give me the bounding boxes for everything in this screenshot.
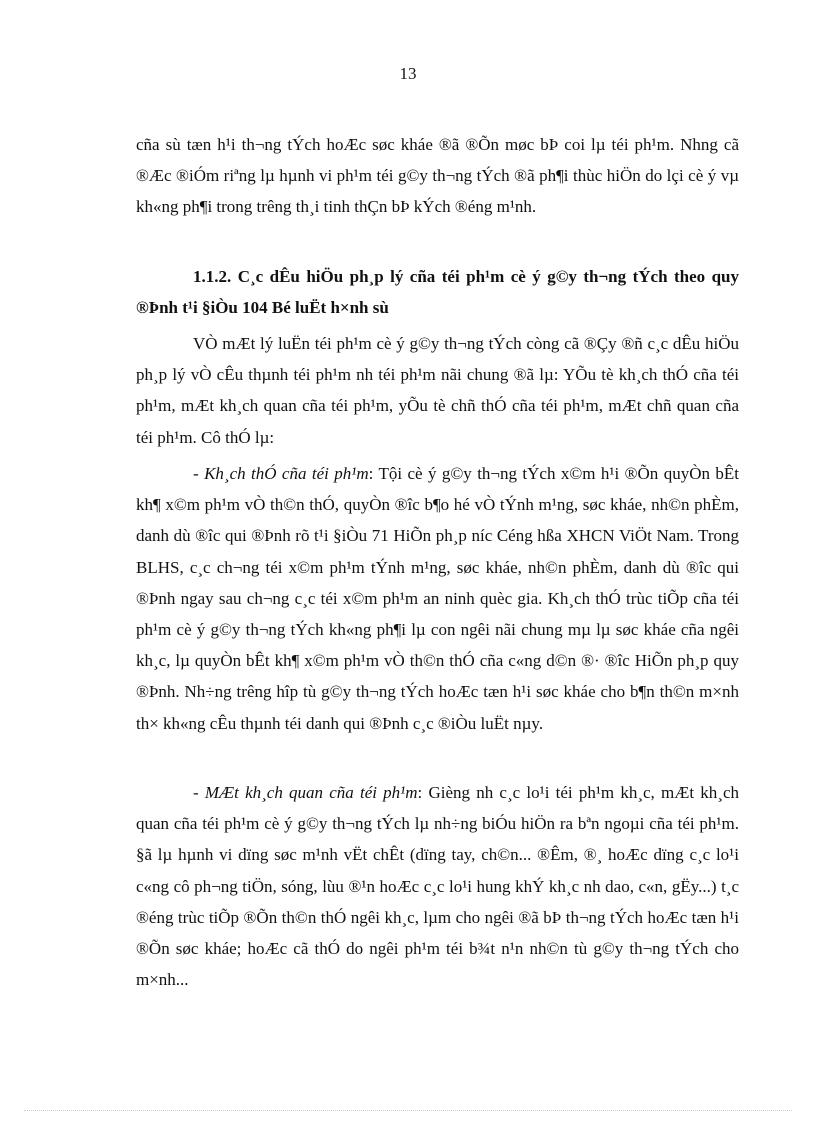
section-heading: 1.1.2. C¸c dÊu hiÖu ph¸p lý cña téi ph¹m cè ý g©y th¬ng tÝch theo quy ®Þnh t¹i §iÒu 104 Bé luËt h×nh sù [136,267,739,318]
page-number: 13 [399,64,417,83]
paragraph-body: Tội cè ý g©y th¬ng tÝch x©m h¹i ®Õn quyÒn bÊt kh¶ x©m ph¹m vÒ th©n thÓ, quyÒn ®îc b¶o hé vÒ tÝnh m¹ng, søc kháe, nh©n phÈm, danh dù ®îc qui ®Þnh rõ t¹i §iÒu 71 HiÕn ph¸p níc Céng hßa XHCN ViÖt Nam. Trong BLHS, c¸c ch¬ng téi x©m ph¹m tÝnh m¹ng, søc kháe, nh©n phÈm, danh dù ®îc qui ®Þnh ngay sau ch¬ng c¸c téi x©m ph¹m an ninh quèc gia. Kh¸ch thÓ trùc tiÕp cña téi ph¹m cè ý g©y th¬ng tÝch kh«ng ph¶i lµ con ngêi nãi chung mµ lµ søc kháe cña ngêi kh¸c, lµ quyÒn bÊt kh¶ x©m ph¹m vÒ th©n thÓ cña c«ng d©n ®· ®îc HiÕn ph¸p quy ®Þnh. Nh÷ng trêng hîp tù g©y th¬ng tÝch hoÆc tæn h¹i søc kháe cho b¶n th©n m×nh th× kh«ng cÊu thµnh téi danh qui ®Þnh c¸c ®iÒu luËt nµy. [136,464,739,733]
paragraph-continued [136,129,739,223]
section-heading-block [136,261,739,323]
paragraph: VÒ mÆt lý luËn téi ph¹m cè ý g©y th¬ng tÝch còng cã ®Çy ®ñ c¸c dÊu hiÖu ph¸p lý vÒ cÊu thµnh téi ph¹m nh téi ph¹m nãi chung ®ã lµ: YÕu tè kh¸ch thÓ cña téi ph¹m, mÆt kh¸ch quan cña téi ph¹m, yÕu tè chñ thÓ cña téi ph¹m, mÆt chñ quan cña téi ph¹m. Cô thÓ lµ: [136,334,739,447]
paragraph-block [136,328,739,453]
paragraph: cña sù tæn h¹i th¬ng tÝch hoÆc søc kháe ®ã ®Õn møc bÞ coi lµ téi ph¹m. Nhng cã ®Æc ®iÓm riªng lµ hµnh vi ph¹m téi g©y th¬ng tÝch ®ã ph¶i thùc hiÖn do lçi cè ý vµ kh«ng ph¶i trong trêng th¸i tinh thÇn bÞ kÝch ®éng m¹nh. [136,135,739,217]
paragraph-block [136,458,739,739]
paragraph-body: Gièng nh c¸c lo¹i téi ph¹m kh¸c, mÆt kh¸ch quan cña téi ph¹m cè ý g©y th¬ng tÝch lµ nh÷ng biÓu hiÖn ra bªn ngoµi cña téi ph¹m. §ã lµ hµnh vi dïng søc m¹nh vËt chÊt (dïng tay, ch©n... ®Êm, ®¸ hoÆc dïng c¸c lo¹i c«ng cô ph¬ng tiÖn, sóng, lùu ®¹n hoÆc c¸c lo¹i hung khÝ kh¸c nh dao, c«n, gËy...) t¸c ®éng trùc tiÕp ®Õn th©n thÓ ngêi kh¸c, lµm cho ngêi ®ã bÞ th¬ng tÝch hoÆc tæn h¹i ®Õn søc kháe; hoÆc cã thÓ do ngêi ph¹m téi b¾t n¹n nh©n tù g©y th¬ng tÝch cho m×nh... [136,783,739,990]
paragraph-block [136,777,739,995]
paragraph: - Kh¸ch thÓ cña téi ph¹m: Tội cè ý g©y th¬ng tÝch x©m h¹i ®Õn quyÒn bÊt kh¶ x©m ph¹m vÒ th©n thÓ, quyÒn ®îc b¶o hé vÒ tÝnh m¹ng, søc kháe, nh©n phÈm, danh dù ®îc qui ®Þnh rõ t¹i §iÒu 71 HiÕn ph¸p níc Céng hßa XHCN ViÖt Nam. Trong BLHS, c¸c ch¬ng téi x©m ph¹m tÝnh m¹ng, søc kháe, nh©n phÈm, danh dù ®îc qui ®Þnh ngay sau ch¬ng c¸c téi x©m ph¹m an ninh quèc gia. Kh¸ch thÓ trùc tiÕp cña téi ph¹m cè ý g©y th¬ng tÝch kh«ng ph¶i lµ con ngêi nãi chung mµ lµ søc kháe cña ngêi kh¸c, lµ quyÒn bÊt kh¶ x©m ph¹m vÒ th©n thÓ cña c«ng d©n ®· ®îc HiÕn ph¸p quy ®Þnh. Nh÷ng trêng hîp tù g©y th¬ng tÝch hoÆc tæn h¹i søc kháe cho b¶n th©n m×nh th× kh«ng cÊu thµnh téi danh qui ®Þnh c¸c ®iÒu luËt nµy. [136,464,739,733]
paragraph: - MÆt kh¸ch quan cña téi ph¹m: Gièng nh c¸c lo¹i téi ph¹m kh¸c, mÆt kh¸ch quan cña téi ph¹m cè ý g©y th¬ng tÝch lµ nh÷ng biÓu hiÖn ra bªn ngoµi cña téi ph¹m. §ã lµ hµnh vi dïng søc m¹nh vËt chÊt (dïng tay, ch©n... ®Êm, ®¸ hoÆc dïng c¸c lo¹i c«ng cô ph¬ng tiÖn, sóng, lùu ®¹n hoÆc c¸c lo¹i hung khÝ kh¸c nh dao, c«n, gËy...) t¸c ®éng trùc tiÕp ®Õn th©n thÓ ngêi kh¸c, lµm cho ngêi ®ã bÞ th¬ng tÝch hoÆc tæn h¹i ®Õn søc kháe; hoÆc cã thÓ do ngêi ph¹m téi b¾t n¹n nh©n tù g©y th¬ng tÝch cho m×nh... [136,783,739,990]
page-bottom-divider [24,1110,792,1111]
paragraph-label: - Kh¸ch thÓ cña téi ph¹m [193,464,369,483]
paragraph-label: - MÆt kh¸ch quan cña téi ph¹m [193,783,418,802]
